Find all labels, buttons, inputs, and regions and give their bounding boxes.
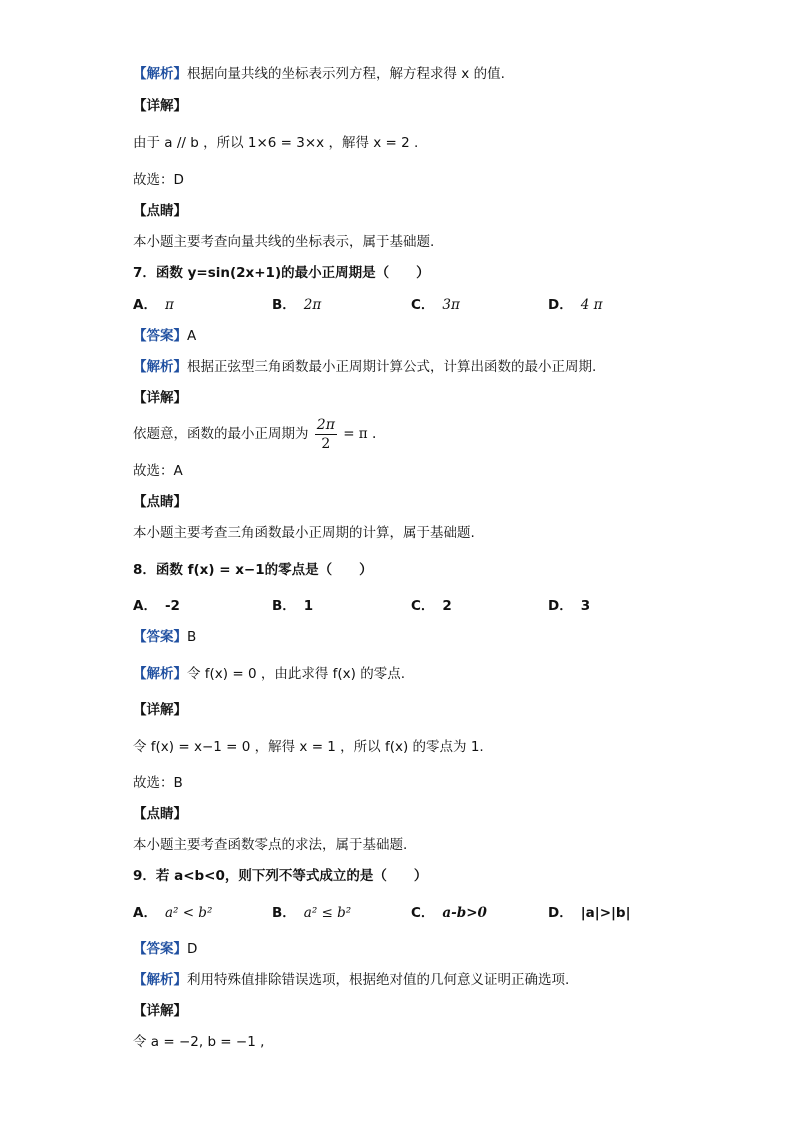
q7-detail: 依题意，函数的最小正周期为 $\frac{2\pi}{2}$ = π . [133, 416, 377, 452]
q9-answer: 【答案】D [133, 941, 198, 957]
q8-option-d: D． 3 [548, 598, 591, 614]
q8-comment-tag: 【点睛】 [133, 806, 187, 822]
q7-comment-tag: 【点睛】 [133, 494, 187, 510]
q8-comment: 本小题主要考查函数零点的求法，属于基础题. [133, 837, 408, 853]
q9-option-b: B． a² ≤ b² [272, 905, 352, 921]
q7-analysis: 【解析】根据正弦型三角函数最小正周期计算公式，计算出函数的最小正周期. [133, 359, 597, 375]
q7-option-b: B． 2π [272, 297, 322, 313]
q7-option-c: C． 3π [411, 297, 460, 313]
q9-option-a: A． a² < b² [133, 905, 213, 921]
q7-option-a: A． π [133, 297, 174, 313]
q7-option-d: D． 4 π [548, 297, 603, 313]
q9-analysis: 【解析】利用特殊值排除错误选项，根据绝对值的几何意义证明正确选项. [133, 972, 570, 988]
q9-option-d: D． |a|>|b| [548, 905, 631, 921]
q7-detail-tag: 【详解】 [133, 390, 187, 406]
prev-detail-tag: 【详解】 [133, 98, 187, 114]
prev-comment-tag: 【点睛】 [133, 203, 187, 219]
prev-comment: 本小题主要考查向量共线的坐标表示，属于基础题. [133, 234, 435, 250]
q8-option-b: B． 1 [272, 598, 314, 614]
q8-answer: 【答案】B [133, 629, 197, 645]
analysis-tag: 【解析】 [133, 66, 187, 82]
q9-detail-tag: 【详解】 [133, 1003, 187, 1019]
q8-detail-tag: 【详解】 [133, 702, 187, 718]
q9-option-c: C． a-b>0 [411, 905, 487, 921]
q8-option-c: C． 2 [411, 598, 452, 614]
q8-stem: 8．函数 f(x) = x−1的零点是（ ） [133, 562, 373, 578]
q7-comment: 本小题主要考查三角函数最小正周期的计算，属于基础题. [133, 525, 475, 541]
q8-analysis: 【解析】令 f(x) = 0 ，由此求得 f(x) 的零点. [133, 666, 405, 682]
q8-choice: 故选：B [133, 775, 183, 791]
prev-analysis: 【解析】根据向量共线的坐标表示列方程，解方程求得 x 的值. [133, 66, 505, 82]
q8-detail: 令 f(x) = x−1 = 0 ，解得 x = 1 ，所以 f(x) 的零点为 1. [133, 739, 484, 755]
q7-stem: 7．函数 y=sin(2x+1)的最小正周期是（ ） [133, 265, 430, 281]
q7-answer: 【答案】A [133, 328, 197, 344]
prev-detail: 由于 a // b ，所以 1×6 = 3×x ，解得 x = 2 . [133, 135, 419, 151]
q9-detail: 令 a = −2, b = −1 , [133, 1034, 265, 1050]
q8-option-a: A． -2 [133, 598, 180, 614]
q9-stem: 9．若 a<b<0，则下列不等式成立的是（ ） [133, 868, 428, 884]
period-fraction: $\frac{2\pi}{2}$ [316, 416, 335, 452]
q7-choice: 故选：A [133, 463, 183, 479]
prev-choice: 故选：D [133, 172, 184, 188]
